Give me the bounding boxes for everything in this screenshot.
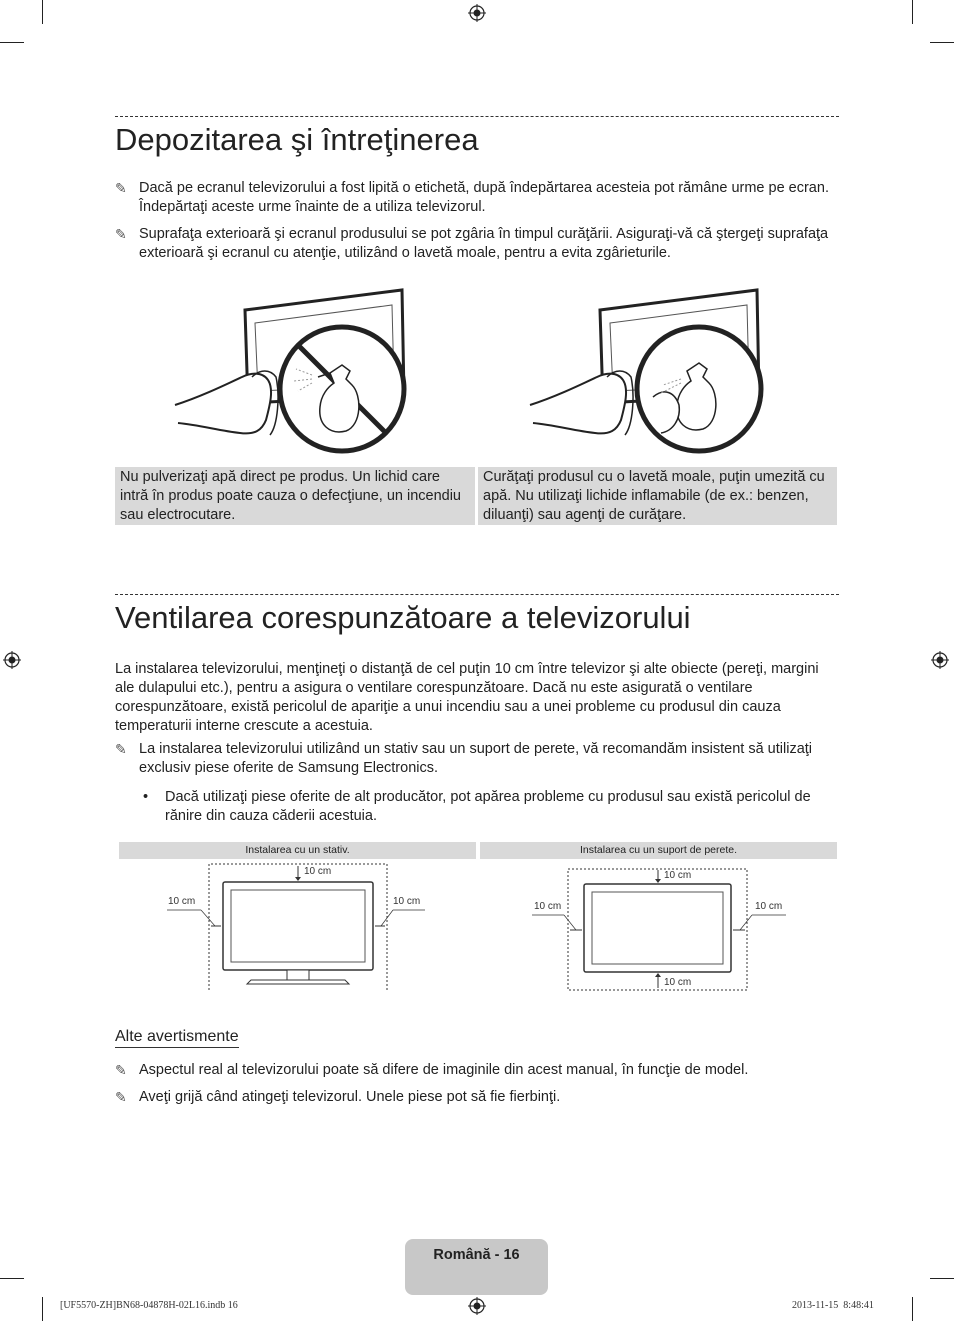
diagram-label-wall: Instalarea cu un suport de perete. <box>480 842 837 859</box>
section-title-other-warnings: Alte avertismente <box>115 1028 239 1048</box>
note-text: La instalarea televizorului utilizând un stativ sau un suport de perete, vă recomandăm insistent să utilizaţi exclusiv piese oferite de Samsung Electronics. <box>139 741 813 776</box>
note-text: Aveţi grijă când atingeţi televizorul. Unele piese pot să fie fierbinţi. <box>139 1089 561 1105</box>
bullet-dot: • <box>143 789 149 805</box>
measure-right: 10 cm <box>393 896 421 907</box>
diagram-stand-clearance <box>119 860 476 995</box>
bullet-text: Dacă utilizaţi piese oferite de alt producător, pot apărea probleme cu produsul sau există pericolul de rănire din cauza căderii acestuia. <box>165 789 811 824</box>
note-item <box>115 1088 845 1107</box>
crop-mark <box>42 1297 43 1321</box>
page-number-tab: Română - 16 <box>405 1239 548 1295</box>
note-item <box>115 225 845 263</box>
note-text: Suprafaţa exterioară şi ecranul produsului se pot zgâria în timpul curăţării. Asiguraţi-vă că ştergeţi suprafaţa exterioară şi ecranul cu atenţie, utilizând o lavetă moale, pentru a evita zgârieturile. <box>139 226 829 261</box>
section-title-storage: Depozitarea şi întreţinerea <box>115 122 479 157</box>
measure-bottom: 10 cm <box>664 977 692 988</box>
crop-mark <box>912 0 913 24</box>
note-item <box>115 1061 845 1080</box>
measure-right: 10 cm <box>755 901 783 912</box>
crop-mark <box>930 42 954 43</box>
note-item <box>115 740 845 778</box>
print-slug-left: [UF5570-ZH]BN68-04878H-02L16.indb 16 <box>60 1300 238 1311</box>
illustration-cloth-spray <box>525 285 775 455</box>
illustration-no-direct-spray <box>170 285 420 455</box>
bullet-item <box>143 788 843 826</box>
note-item <box>115 179 845 217</box>
pencil-note-icon: ✎ <box>115 1062 127 1078</box>
pencil-note-icon: ✎ <box>115 1089 127 1105</box>
registration-mark-icon <box>468 4 486 22</box>
crop-mark <box>42 0 43 24</box>
print-slug-right: 2013-11-15 ︎ 8:48:41 <box>792 1300 874 1311</box>
note-text: Aspectul real al televizorului poate să difere de imaginile din acest manual, în funcţie de model. <box>139 1062 749 1078</box>
note-text: Dacă pe ecranul televizorului a fost lipită o etichetă, după îndepărtarea acesteia pot rămâne urme pe ecran. Îndepărtaţi aceste urme înainte de a utiliza televizorul. <box>139 180 829 215</box>
registration-mark-icon <box>3 651 21 669</box>
pencil-note-icon: ✎ <box>115 741 127 757</box>
section-title-ventilation: Ventilarea corespunzătoare a televizorului <box>115 600 691 635</box>
crop-mark <box>0 42 24 43</box>
measure-left: 10 cm <box>534 901 562 912</box>
section-divider <box>115 116 839 117</box>
crop-mark <box>912 1297 913 1321</box>
measure-left: 10 cm <box>168 896 196 907</box>
pencil-note-icon: ✎ <box>115 180 127 196</box>
crop-mark <box>0 1278 24 1279</box>
registration-mark-icon <box>931 651 949 669</box>
measure-top: 10 cm <box>664 870 692 881</box>
caption-cleaning: Curăţaţi produsul cu o lavetă moale, puţin umezită cu apă. Nu utilizaţi lichide inflamabile (de ex.: benzen, diluanţi) sau agenţi de curăţare. <box>478 467 837 525</box>
caption-warning: Nu pulverizaţi apă direct pe produs. Un lichid care intră în produs poate cauza o defecţiune, un incendiu sau electrocutare. <box>115 467 475 525</box>
diagram-wall-clearance <box>480 860 837 995</box>
measure-top: 10 cm <box>304 866 332 877</box>
section-divider <box>115 594 839 595</box>
diagram-label-stand: Instalarea cu un stativ. <box>119 842 476 859</box>
pencil-note-icon: ✎ <box>115 226 127 242</box>
crop-mark <box>930 1278 954 1279</box>
ventilation-paragraph: La instalarea televizorului, menţineţi o distanţă de cel puţin 10 cm între televizor şi alte obiecte (pereţi, margini ale dulapului etc.), pentru a asigura o ventilare corespunzătoare. Dacă nu este asigurată o ventilare corespunzătoare, există pericolul de apariţie a unui incendiu sau a unei probleme cu produsul din cauza temperaturii interne crescute a acestuia. <box>115 661 819 734</box>
registration-mark-icon <box>468 1297 486 1315</box>
